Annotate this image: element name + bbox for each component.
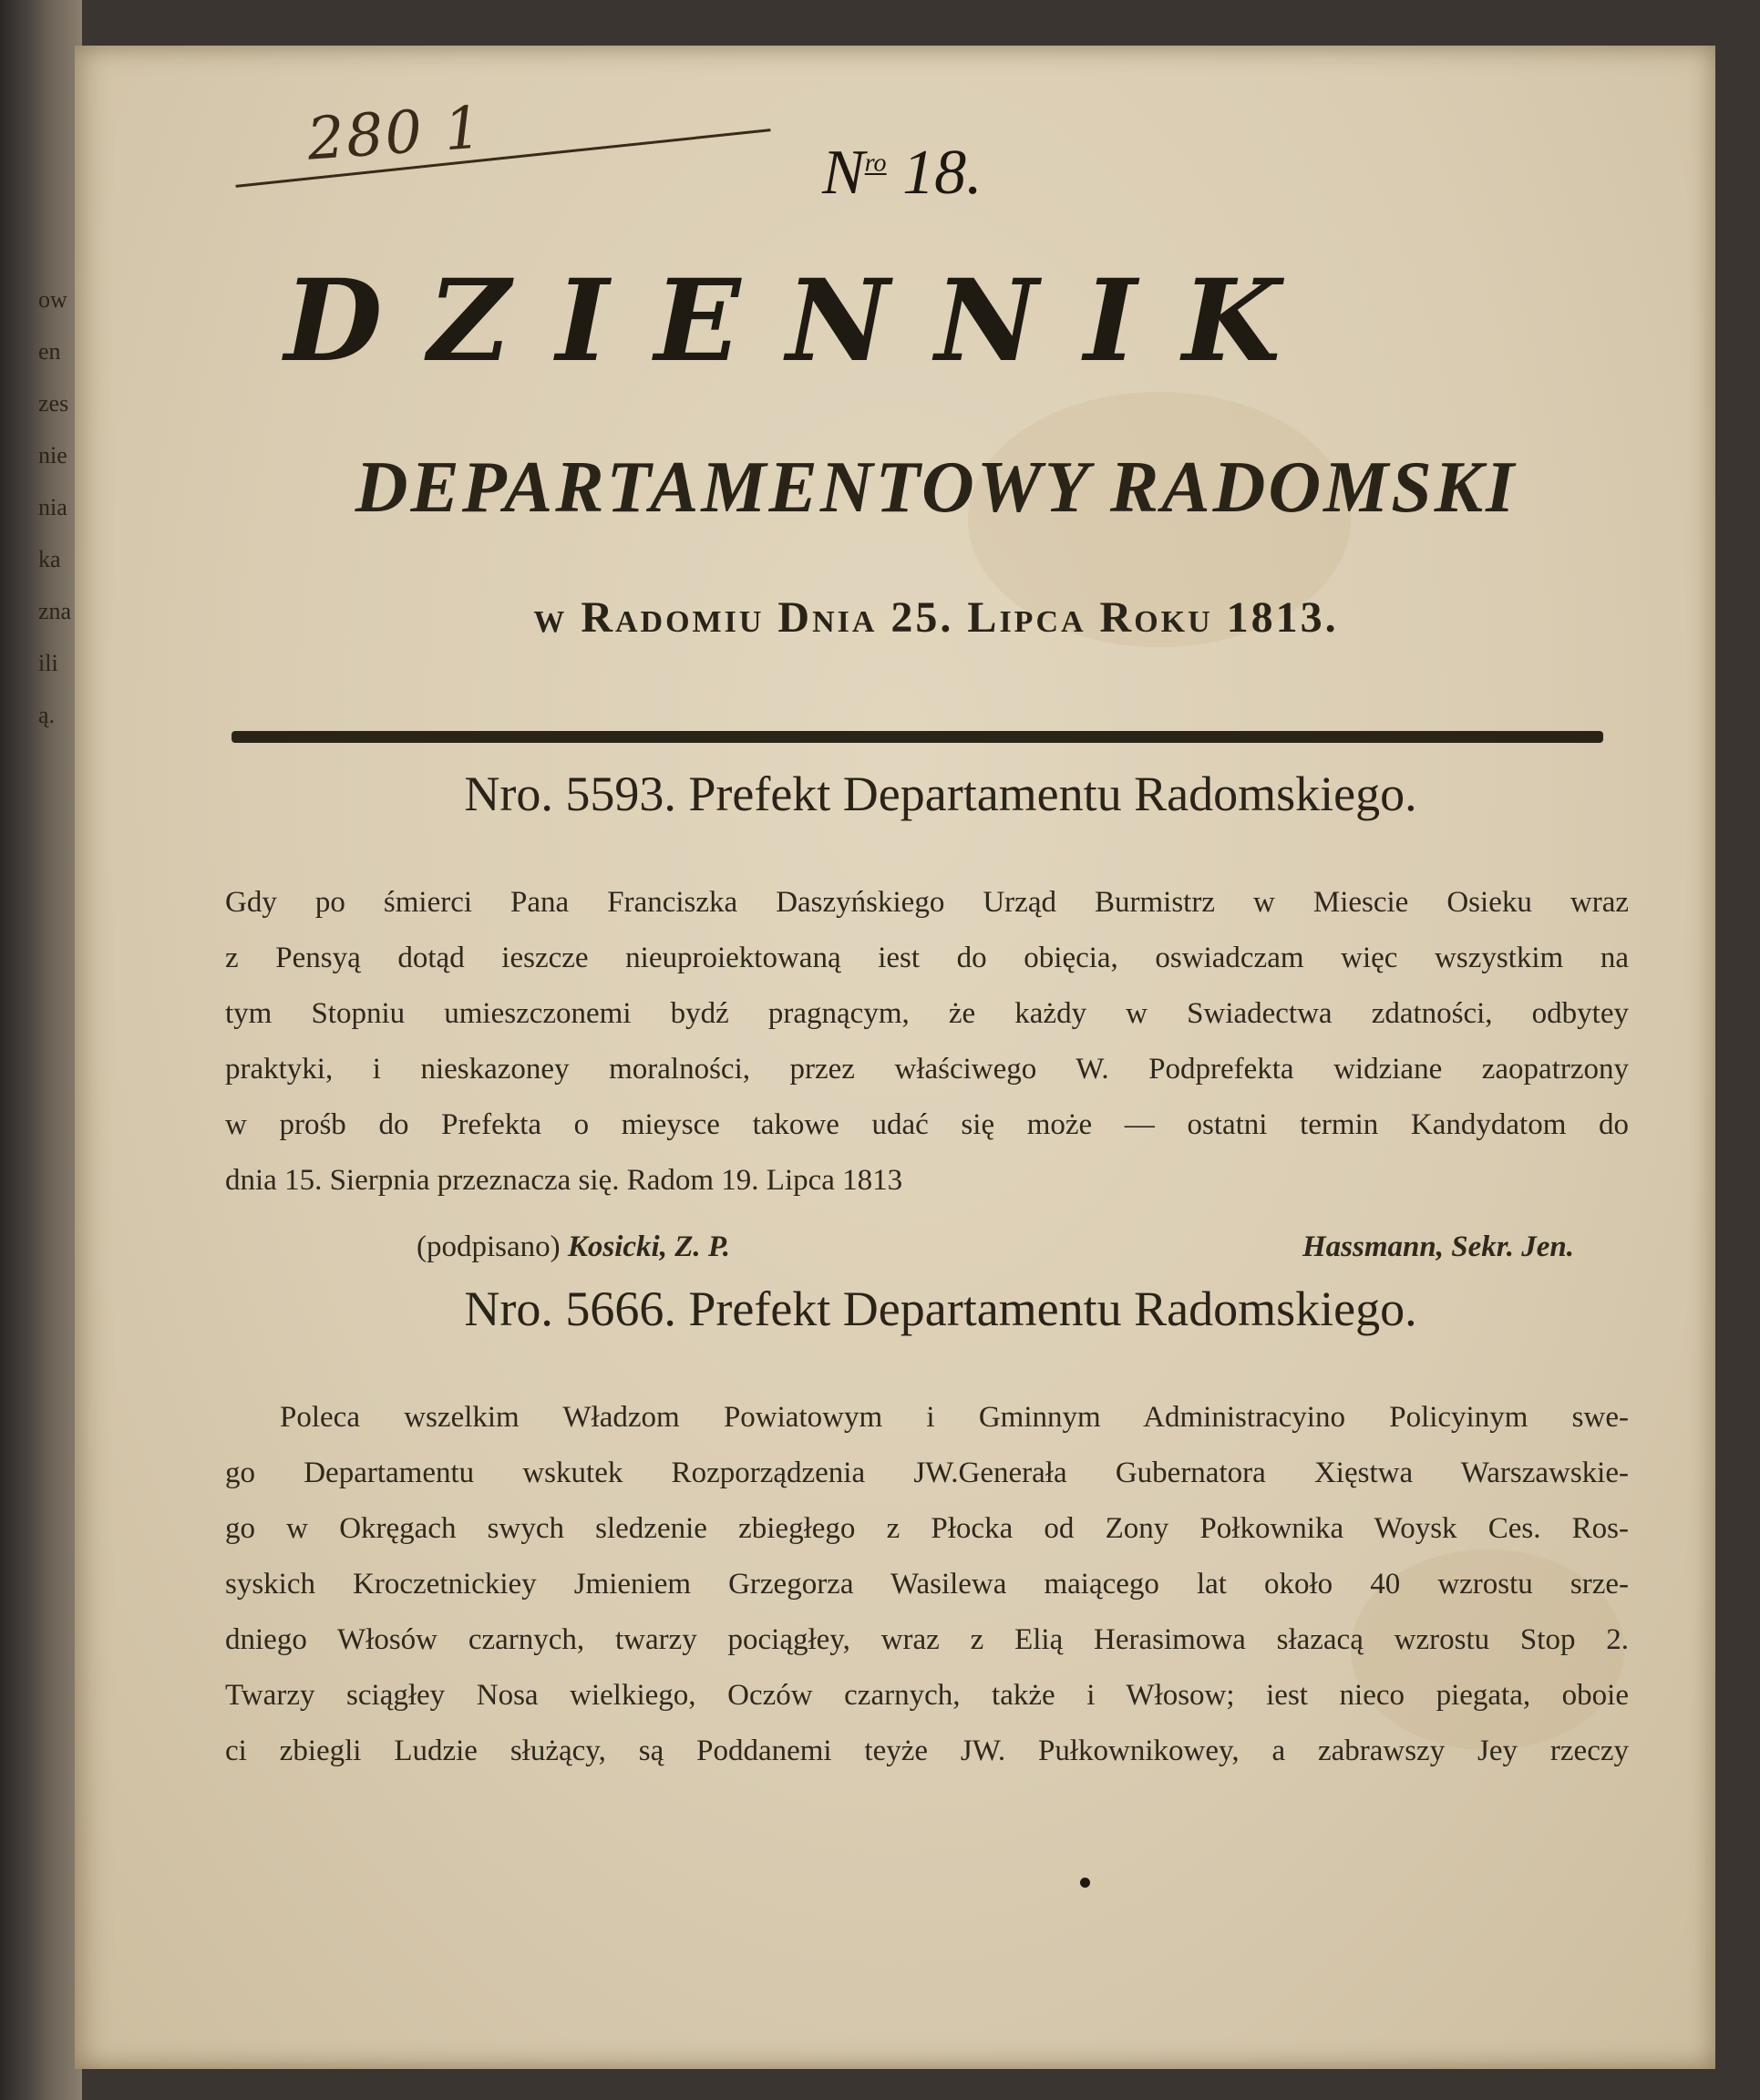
notice-line: praktyki, i nieskazoney moralności, przez właściwego W. Podprefekta widziane zaopatrzony	[225, 1053, 1629, 1086]
notice-line: syskich Kroczetnickiey Jmieniem Grzegorza Wasilewa maiącego lat około 40 wzrostu srze-	[225, 1568, 1629, 1601]
margin-fragment: ą.	[38, 702, 56, 728]
margin-fragment: nia	[38, 494, 67, 520]
notice-line: w prośb do Prefekta o mieysce takowe udać się może — ostatni termin Kandydatom do	[225, 1108, 1629, 1141]
notice-line: go Departamentu wskutek Rozporządzenia JW.Generała Gubernatora Xięstwa Warszawskie-	[225, 1457, 1629, 1489]
margin-fragment: ow	[38, 286, 67, 313]
margin-fragment: nie	[38, 442, 67, 468]
notice-line: dniego Włosów czarnych, twarzy pociągłey, wraz z Elią Herasimowa słazacą wzrostu Stop 2.	[225, 1623, 1629, 1656]
margin-fragment: ili	[38, 650, 58, 676]
notice-line: Gdy po śmierci Pana Franciszka Daszyńskiego Urząd Burmistrz w Miescie Osieku wraz	[225, 886, 1629, 919]
notice-line: go w Okręgach swych sledzenie zbiegłego z Płocka od Zony Połkownika Woysk Ces. Ros-	[225, 1512, 1629, 1545]
issue-suffix: ro	[864, 149, 887, 178]
issue-number	[822, 137, 983, 210]
margin-fragment: zes	[38, 390, 69, 417]
notice-line: Poleca wszelkim Władzom Powiatowym i Gminnym Administracyino Policyinym swe-	[280, 1401, 1629, 1434]
handwritten-note: 280 1	[304, 94, 486, 174]
signer-name: Kosicki, Z. P.	[567, 1230, 731, 1263]
newspaper-page	[75, 46, 1715, 2069]
issue-value: 18.	[902, 138, 983, 208]
notice-heading: Nro. 5666. Prefekt Departamentu Radomskiego.	[464, 1282, 1417, 1336]
notice-line: z Pensyą dotąd ieszcze nieuproiektowaną iest do obięcia, oswiadczam więc wszystkim na	[225, 942, 1629, 974]
notice-body	[225, 875, 1629, 1209]
ink-dot	[1080, 1878, 1090, 1888]
notice-line: Twarzy sciągłey Nosa wielkiego, Oczów czarnych, także i Włosow; iest nieco piegata, oboie	[225, 1679, 1629, 1712]
notice-signature	[417, 1230, 1574, 1264]
notice-line: tym Stopniu umieszczonemi bydź pragnącym, że każdy w Swiadectwa zdatności, odbytey	[225, 997, 1629, 1030]
notice-line: ci zbiegli Ludzie służący, są Poddanemi teyże JW. Pułkownikowey, a zabrawszy Jey rzeczy	[225, 1735, 1629, 1767]
secretary-name: Hassmann, Sekr. Jen.	[1302, 1230, 1574, 1263]
masthead-dateline: w Radomiu Dnia 25. Lipca Roku 1813.	[533, 593, 1339, 642]
masthead-title: DZIENNIK	[284, 255, 1327, 387]
masthead-subtitle: DEPARTAMENTOWY RADOMSKI	[355, 448, 1518, 528]
masthead-rule	[232, 731, 1603, 743]
notice-heading: Nro. 5593. Prefekt Departamentu Radomskiego.	[464, 767, 1417, 821]
signed-label: (podpisano)	[417, 1230, 561, 1263]
margin-fragment: zna	[38, 598, 72, 624]
margin-fragment: en	[38, 338, 61, 365]
issue-prefix: N	[822, 138, 865, 208]
notice-line: dnia 15. Sierpnia przeznacza się. Radom 19. Lipca 1813	[225, 1164, 903, 1197]
notice-body	[225, 1390, 1629, 1779]
margin-fragment: ka	[38, 546, 61, 572]
